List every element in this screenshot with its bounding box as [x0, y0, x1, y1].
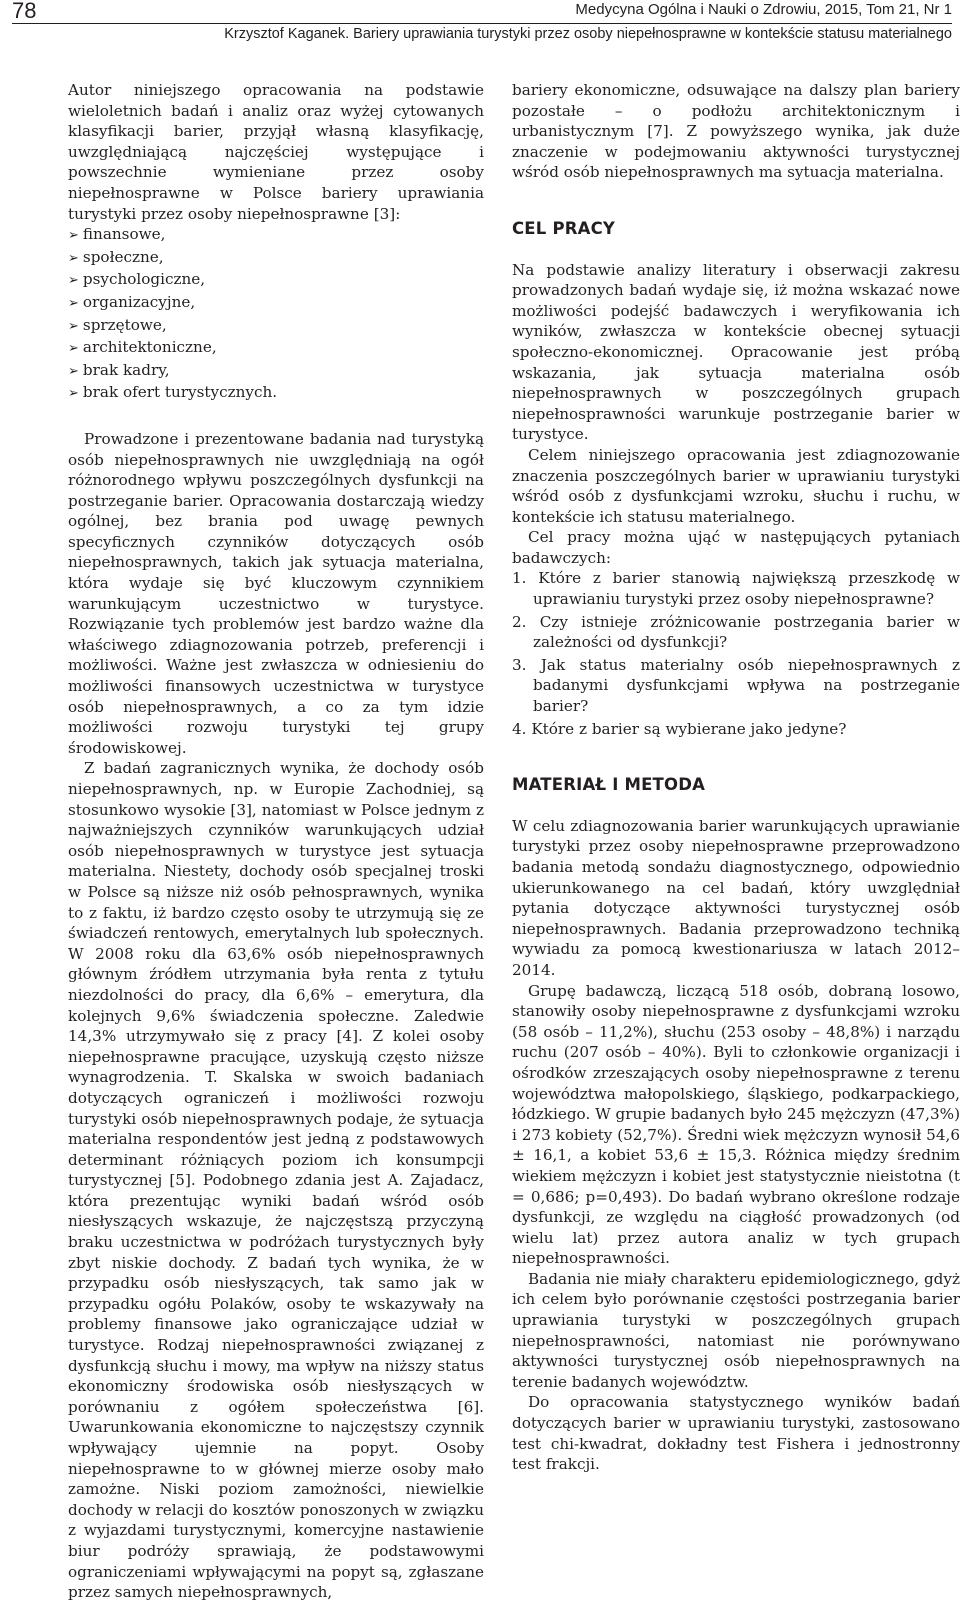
list-item: ➢ psychologiczne,: [68, 270, 206, 289]
arrow-bullet-icon: ➢: [68, 250, 79, 266]
list-item: ➢ brak ofert turystycznych.: [68, 383, 278, 402]
body-paragraph: Badania nie miały charakteru epidemiologicznego, gdyż ich celem było porównanie częstości postrzegania barier uprawiania turystyki w poszczególnych grupach niepełnosprawności, natomiast nie porównywano aktywności turystycznej osób niepełnosprawnych na terenie badanych województw.: [512, 1269, 960, 1391]
list-item: 2. Czy istnieje zróżnicowanie postrzegania barier w zależności od dysfunkcji?: [512, 612, 960, 652]
list-item: ➢ finansowe,: [68, 225, 166, 244]
list-item: ➢ architektoniczne,: [68, 338, 217, 357]
barrier-list: [68, 224, 484, 405]
running-title: Krzysztof Kaganek. Bariery uprawiania turystyki przez osoby niepełnosprawne w kontekście statusu materialnego: [224, 26, 952, 42]
arrow-bullet-icon: ➢: [68, 386, 79, 402]
list-item: 1. Które z barier stanowią największą przeszkodę w uprawianiu turystyki przez osoby niepełnosprawne?: [512, 569, 960, 609]
list-item: ➢ organizacyjne,: [68, 292, 196, 311]
section-heading-aim: CEL PRACY: [512, 218, 616, 238]
left-column: [68, 80, 484, 1603]
body-paragraph: Z badań zagranicznych wynika, że dochody osób niepełnosprawnych, np. w Europie Zachodniej, są stosunkowo wysokie [3], natomiast w Polsce jednym z najważniejszych czynników warunkujących udział osób niepełnosprawnych w turystyce jest sytuacja materialna. Niestety, dochody osób specjalnej troski w Polsce są niższe niż osób pełnosprawnych, wynika to z faktu, iż bardzo często osoby te utrzymują się ze świadczeń rentowych, emerytalnych lub społecznych. W 2008 roku dla 63,6% osób niepełnosprawnych głównym źródłem utrzymania była renta z tytułu niezdolności do pracy, dla 6,6% – emerytura, dla kolejnych 9,6% świadczenia społeczne. Zaledwie 14,3% utrzymywało się z pracy [4]. Z kolei osoby niepełnosprawne pracujące, uzyskują często niższe wynagrodzenia. T. Skalska w swoich badaniach dotyczących ograniczeń i możliwości rozwoju turystyki osób niepełnosprawnych podaje, że sytuacja materialna respondentów jest jedną z podstawowych determinant różniących poziom ich konsumpcji turystycznej [5]. Podobnego zdania jest A. Zajadacz, która prezentując wyniki badań wśród osób niesłyszących wskazuje, że najczęstszą przyczyną braku uczestnictwa w podróżach turystycznych były zbyt niskie dochody. Z badań tych wynika, że w przypadku osób niesłyszących, tak samo jak w przypadku ogółu Polaków, osoby te wskazywały na problemy finansowe jako ograniczające udział w turystyce. Rodzaj niepełnosprawności związanej z dysfunkcją słuchu i mowy, ma wpływ na niższy status ekonomiczny środowiska osób niesłyszących w porównaniu z ogółem społeczeństwa [6]. Uwarunkowania ekonomiczne to najczęstszy czynnik wpływający ujemnie na popyt. Osoby niepełnosprawne to w głównej mierze osoby mało zamożne. Niski poziom zamożności, niewielkie dochody w relacji do kosztów ponoszonych w związku z wyjazdami turystycznymi, komercyjne nastawienie biur podróży sprawiają, że podstawowymi ograniczeniami wpływającymi na popyt są, zgłaszane przez samych niepełnosprawnych,: [68, 759, 484, 1602]
arrow-bullet-icon: ➢: [68, 341, 79, 357]
right-column: [512, 80, 960, 1475]
intro-paragraph: Autor niniejszego opracowania na podstawie wieloletnich badań i analiz oraz wyżej cytowanych klasyfikacji barier, przyjął własną klasyfikację, uwzględniającą najczęściej występujące i powszechnie wymieniane przez osoby niepełnosprawne w Polsce bariery uprawiania turystyki przez osoby niepełnosprawne [3]:: [68, 81, 484, 223]
arrow-bullet-icon: ➢: [68, 363, 79, 379]
list-item: 4. Które z barier są wybierane jako jedyne?: [512, 719, 847, 738]
body-paragraph: Cel pracy można ująć w następujących pytaniach badawczych:: [512, 528, 960, 567]
list-item: 3. Jak status materialny osób niepełnosprawnych z badanymi dysfunkcjami wpływa na postrzeganie barier?: [512, 655, 960, 716]
body-paragraph: W celu zdiagnozowania barier warunkujących uprawianie turystyki przez osoby niepełnosprawne przeprowadzono badania metodą sondażu diagnostycznego, odpowiednio ukierunkowanego na cel badań, który uwzględniał pytania dotyczące aktywności turystycznej osób niepełnosprawnych. Badania przeprowadzono techniką wywiadu za pomocą kwestionariusza w latach 2012–2014.: [512, 816, 960, 979]
list-item: ➢ sprzętowe,: [68, 315, 167, 334]
arrow-bullet-icon: ➢: [68, 318, 79, 334]
body-paragraph: Do opracowania statystycznego wyników badań dotyczących barier w uprawianiu turystyki, zastosowano test chi-kwadrat, dokładny test Fishera i jednostronny test frakcji.: [512, 1393, 960, 1474]
body-paragraph: Celem niniejszego opracowania jest zdiagnozowanie znaczenia poszczególnych barier w uprawianiu turystyki wśród osób z dysfunkcjami wzroku, słuchu i ruchu, w kontekście ich statusu materialnego.: [512, 445, 960, 526]
body-paragraph: Na podstawie analizy literatury i obserwacji zakresu prowadzonych badań wydaje się, iż można wskazać nowe możliwości podejść badawczych i weryfikowania ich wyników, zwłaszcza w kontekście obecnej sytuacji społeczno-ekonomicznej. Opracowanie jest próbą wskazania, jak sytuacja materialna osób niepełnosprawnych w poszczególnych grupach niepełnosprawności warunkuje postrzeganie barier w turystyce.: [512, 260, 960, 444]
journal-title: Medycyna Ogólna i Nauki o Zdrowiu, 2015, Tom 21, Nr 1: [575, 1, 952, 18]
list-item: ➢ społeczne,: [68, 247, 164, 266]
continuation-paragraph: bariery ekonomiczne, odsuwające na dalszy plan bariery pozostałe – o podłożu architektonicznym i urbanistycznym [7]. Z powyższego wynika, jak duże znaczenie w podejmowaniu aktywności turystycznej wśród osób niepełnosprawnych ma sytuacja materialna.: [512, 81, 960, 182]
page-number: 78: [12, 0, 37, 23]
arrow-bullet-icon: ➢: [68, 273, 79, 289]
list-item: ➢ brak kadry,: [68, 360, 170, 379]
body-paragraph: Grupę badawczą, liczącą 518 osób, dobraną losowo, stanowiły osoby niepełnosprawne z dysfunkcjami wzroku (58 osób – 11,2%), słuchu (253 osoby – 48,8%) i narządu ruchu (207 osób – 40%). Byli to członkowie organizacji i ośrodków zrzeszających osoby niepełnosprawne z terenu województwa małopolskiego, śląskiego, podkarpackiego, łódzkiego. W grupie badanych było 245 mężczyzn (47,3%) i 273 kobiety (52,7%). Średni wiek mężczyzn wynosił 54,6 ± 16,1, a kobiet 53,6 ± 15,3. Różnica między średnim wiekiem mężczyzn i kobiet jest statystycznie nieistotna (t = 0,686; p=0,493). Do badań wybrano określone rodzaje dysfunkcji, ze względu na ciągłość prowadzonych (od wielu lat) przez autora analiz w tych grupach niepełnosprawności.: [512, 981, 960, 1268]
body-paragraph: Prowadzone i prezentowane badania nad turystyką osób niepełnosprawnych nie uwzględniają na ogół różnorodnego wpływu poszczególnych dysfunkcji na postrzeganie barier. Opracowania dostarczają wiedzy ogólnej, bez brania pod uwagę pewnych specyficznych czynników dotyczących osób niepełnosprawnych, takich jak sytuacja materialna, która wydaje się być kluczowym czynnikiem warunkującym uczestnictwo w turystyce. Rozwiązanie tych problemów jest bardzo ważne dla właściwego zdiagnozowania potrzeb, preferencji i możliwości. Ważne jest zwłaszcza w odniesieniu do możliwości finansowych uczestnictwa w turystyce osób niepełnosprawnych, a co za tym idzie możliwości rozwoju turystyki tej grupy środowiskowej.: [68, 429, 484, 757]
arrow-bullet-icon: ➢: [68, 295, 79, 311]
section-heading-methods: MATERIAŁ I METODA: [512, 775, 706, 795]
research-questions-list: [512, 568, 960, 739]
arrow-bullet-icon: ➢: [68, 228, 79, 244]
